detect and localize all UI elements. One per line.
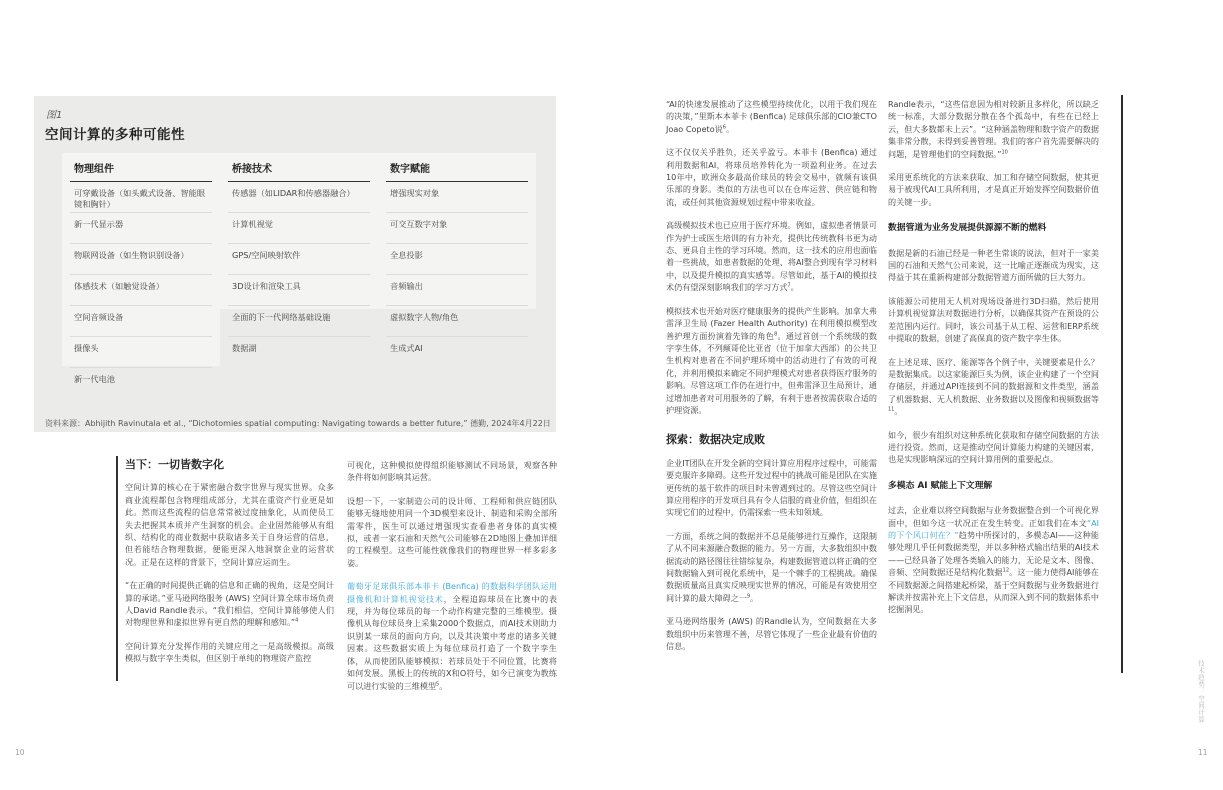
text-column-right-2 xyxy=(888,98,1099,627)
paragraph: 数据是新的石油已经是一种老生常谈的说法，但对于一家美国的石油和天然气公司来说，这一比喻正逐渐成为现实，这得益于其在重新构建部分数据管道方面所做的巨大努力。 xyxy=(888,247,1099,283)
footnote-ref[interactable]: 8 xyxy=(774,330,778,337)
benfica-link[interactable]: 葡萄牙足球俱乐部本菲卡 (Benfica) 的数据科学团队运用摄像机和计算机视觉技术 xyxy=(347,581,557,604)
column-rule xyxy=(1121,95,1123,673)
figure-item: 3D设计和渲染工具 xyxy=(228,275,370,306)
figure-item: 音频输出 xyxy=(386,275,528,306)
figure-item: 传感器（如LIDAR和传感器融合） xyxy=(228,182,370,213)
footnote-ref[interactable]: 5 xyxy=(436,680,440,687)
footnote-ref[interactable]: 4 xyxy=(295,617,299,624)
footnote-ref[interactable]: 6 xyxy=(722,124,726,131)
figure-item: 计算机视觉 xyxy=(228,213,370,244)
paragraph: “AI的快速发展推动了这些模型持续优化，以用于我们现在的决策，”里斯本本菲卡 (Benfica) 足球俱乐部的CIO兼CTO Joao Copeto说$^6$。 xyxy=(666,99,877,134)
column-heading: 桥接技术 xyxy=(228,153,370,182)
figure-item: 数据湖 xyxy=(232,343,257,353)
paragraph: 一方面，系统之间的数据并不总是能够进行互操作，这限制了从不同来源融合数据的能力。另一方面，大多数组织中数据流动的路径图往往错综复杂，构建数据管道以将正确的空间数据输入到可视化系统中，是一个棘手的工程挑战。确保数据质量高且真实反映现实世界的情况，可能是有效使用空间计算的最大障碍之一$^9$。 xyxy=(666,530,877,603)
footnote-ref[interactable]: 11 xyxy=(888,406,895,413)
figure-item: GPS/空间映射软件 xyxy=(228,244,370,275)
text-column-left-1 xyxy=(125,459,334,676)
figure-column-bridging-tech xyxy=(220,153,378,353)
text-column-right-1 xyxy=(666,98,877,663)
paragraph: “在正确的时间提供正确的信息和正确的视角，这是空间计算的承诺。”亚马逊网络服务 (AWS) 空间计算全球市场负责人David Randle表示。“我们相信，空间计算能够使人们对物理世界和虚拟世界有更自然的理解和感知。”$^4$ xyxy=(125,580,334,628)
figure-item: 物联网设备（如生物识别设备） xyxy=(70,244,212,275)
paragraph: 设想一下，一家制造公司的设计师、工程师和供应链团队能够无缝地使用同一个3D模型来设计、制造和采购全部所需零件，医生可以通过增强现实查看患者身体的真实模拟，或者一家石油和天然气公司能够在2D地图上叠加详细的工程模型。这些可能性就像我们的物理世界一样多彩多姿。 xyxy=(347,495,557,568)
paragraph: Randle表示，“这些信息因为相对较新且多样化，所以缺乏统一标准，大部分数据分散在各个孤岛中，有些在已经上云，但大多数都未上云”。“这种涵盖物理和数字资产的数据集非常分散，未得到妥善管理。我们的客户首先需要解决的问题，是管理他们的空间数据。”$^{10}$ xyxy=(888,99,1099,159)
figure-column-digital-enablement xyxy=(378,153,536,353)
paragraph: 企业IT团队在开发全新的空间计算应用程序过程中，可能需要克服许多障碍。这些开发过程中的挑战可能是团队在实施更传统的基于软件的项目时未曾遇到过的。尽管这些空间计算应用程序的开发项目具有令人信服的商业价值，但组织在实现它们的过程中，仍需探索一些未知领域。 xyxy=(666,457,877,518)
figure-item: 全息投影 xyxy=(386,244,528,275)
subsection-heading: 数据管道为业务发展提供源源不断的燃料 xyxy=(888,223,1047,234)
figure-item: 虚拟数字人物/角色 xyxy=(386,306,528,337)
footnote-ref[interactable]: 12 xyxy=(1002,567,1010,574)
section-heading: 当下：一切皆数字化 xyxy=(125,458,224,471)
running-section-label: 技术趋势：空间计算 xyxy=(1197,660,1205,723)
section-heading: 探索：数据决定成败 xyxy=(666,433,765,447)
figure-title: 空间计算的多种可能性 xyxy=(45,127,185,143)
figure-item: 体感技术（如触觉设备） xyxy=(70,275,212,306)
paragraph: 高级模拟技术也已应用于医疗环境。例如，虚拟患者情景可作为护士或医生培训的有力补充，提供比传统教科书更为动态、更具自主性的学习环境。然而，这一技术的应用也面临着一些挑战，如患者数据的处理、将AI整合到现有学习材料中，以及提升模拟的真实感等。尽管如此，基于AI的模拟技术仍有望深刻影响我们的学习方式$^7$。 xyxy=(666,220,877,293)
paragraph: 葡萄牙足球俱乐部本菲卡 (Benfica) 的数据科学团队运用摄像机和计算机视觉技术，全程追踪球员在比赛中的表现，并为每位球员的每一个动作构建完整的三维模型。摄像机从每位球员身上采集2000个数据点，而AI技术则助力识别某一球员的面向方向，以及其决策中考虑的诸多关键因素。这些数据实质上为每位球员打造了一个数字孪生体，从而使团队能够模拟：若球员处于不同位置，比赛将如何发展。黑板上的传统的X和O符号，如今已演变为教练可以进行实验的三维模型$^5$。 xyxy=(347,581,557,691)
paragraph: 模拟技术也开始对医疗健康服务的提供产生影响。加拿大弗雷泽卫生局 (Fazer Health Authority) 在利用模拟模型改善护理方面扮演着先锋的角色$^8$。通过首创一个系统级的数字孪生体，不列颠哥伦比亚省（位于加拿大西部）的公共卫生机构对患者在不同护理环境中的活动进行了有效的可视化，并利用模拟来确定不同护理模式对患者获得医疗服务的影响。尽管这项工作仍在进行中，但弗雷泽卫生局预计，通过增加患者对可用服务的了解，有利于患者按需获取合适的护理资源。 xyxy=(666,305,877,415)
subsection-heading: 多模态 AI 赋能上下文理解 xyxy=(888,480,993,491)
page-number: 11 xyxy=(1198,748,1208,757)
paragraph: 亚马逊网络服务 (AWS) 的Randle认为，空间数据在大多数组织中历来管理不善，尽管它体现了一些企业最有价值的信息。 xyxy=(666,616,877,652)
figure-item: 摄像头 xyxy=(70,337,212,368)
paragraph: 可视化，这种模拟使得组织能够测试不同场景，观察各种条件将如何影响其运营。 xyxy=(347,460,557,483)
paragraph: 过去，企业难以将空间数据与业务数据整合到一个可视化界面中，但如今这一状况正在发生转变。正如我们在本文“AI的下个风口何在？”趋势中所探讨的，多模态AI——这种能够处理几乎任何数据类型，并以多种格式输出结果的AI技术——已经具备了处理各类输入的能力，无论是文本、图像、音频、空间数据还是结构化数据$^{12}$。这一能力使得AI能够在不同数据源之间搭建起桥梁，基于空间数据与业务数据进行解读并按需补充上下文信息，从而深入到不同的数据体系中挖掘洞见。 xyxy=(888,505,1099,615)
figure-label: 图1 xyxy=(46,110,63,121)
column-heading: 数字赋能 xyxy=(386,153,528,182)
paragraph: 空间计算的核心在于紧密融合数字世界与现实世界。众多商业流程都包含物理组成部分，尤其在重资产行业更是如此。然而这些流程的信息常常被过度抽象化，从而使员工失去把握其本质并产生洞察的机会。企业固然能够从有组织、结构化的商业数据中获取诸多关于自身运营的信息，但若能结合物理数据，便能更深入地洞察企业的运营状况。正是在这样的背景下，空间计算应运而生。 xyxy=(125,482,334,567)
paragraph: 如今，很少有组织对这种系统化获取和存储空间数据的方法进行投资。然而，这是推动空间计算能力构建的关键因素，也是实现影响深远的空间计算用例的重要起点。 xyxy=(888,429,1099,465)
figure-item: 空间音频设备 xyxy=(70,306,212,337)
figure-item: 可交互数字对象 xyxy=(386,213,528,244)
footnote-ref[interactable]: 7 xyxy=(787,282,791,289)
column-heading: 物理组件 xyxy=(70,153,212,182)
section-rule xyxy=(116,456,118,681)
paragraph: 这不仅仅关乎胜负，还关乎盈亏。本菲卡 (Benfica) 通过利用数据和AI，将球员培养转化为一项盈利业务。在过去10年中，欧洲众多最高价球员的转会交易中，就频有该俱乐部的身影。类似的方法也可以在仓库运营、供应链和物流，或任何其他资源规划过程中带来收益。 xyxy=(666,147,877,207)
ai-next-frontier-link[interactable]: “AI的下个风口何在？” xyxy=(888,517,1099,540)
figure-item: 全面的下一代网络基础设施 xyxy=(228,306,370,337)
figure-1 xyxy=(34,96,556,432)
paragraph: 空间计算充分发挥作用的关键应用之一是高级模拟。高级模拟与数字孪生类似，但区别于单纯的物理资产监控 xyxy=(125,640,334,664)
paragraph: 在上述足球、医疗、能源等各个例子中，关键要素是什么？是数据集成。以这家能源巨头为例，该企业构建了一个空间存储层，并通过API连接到不同的数据源和文件类型，涵盖了机器数据、无人机数据、业务数据以及图像和视频数据等$^{11}$。 xyxy=(888,356,1099,417)
figure-item: 新一代显示器 xyxy=(70,213,212,244)
paragraph: 采用更系统化的方法来获取、加工和存储空间数据，使其更易于被现代AI工具所利用，才是真正开始发挥空间数据价值的关键一步。 xyxy=(888,172,1099,207)
figure-source: 资料来源：Abhijith Ravinutala et al., “Dichotomies spatial computing: Navigating towards a better future,” 德勤, 2024年4月22日 xyxy=(45,419,551,428)
footnote-ref[interactable]: 10 xyxy=(1001,148,1008,155)
figure-item: 生成式AI xyxy=(390,343,423,353)
figure-item: 可穿戴设备（如头戴式设备、智能眼镜和胸针） xyxy=(70,182,212,213)
text-column-left-2 xyxy=(347,459,557,703)
page-number: 10 xyxy=(15,748,25,757)
footnote-ref[interactable]: 9 xyxy=(746,593,751,600)
figure-item: 增强现实对象 xyxy=(386,182,528,213)
figure-column-physical-components xyxy=(62,153,220,384)
paragraph: 该能源公司使用无人机对现场设备进行3D扫描，然后使用计算机视觉算法对数据进行分析，以确保其资产在预设的公差范围内运行。同时，该公司基于从工程、运营和ERP系统中提取的数据，创建了高保真的资产数字孪生体。 xyxy=(888,295,1099,344)
figure-item: 新一代电池 xyxy=(74,374,115,384)
